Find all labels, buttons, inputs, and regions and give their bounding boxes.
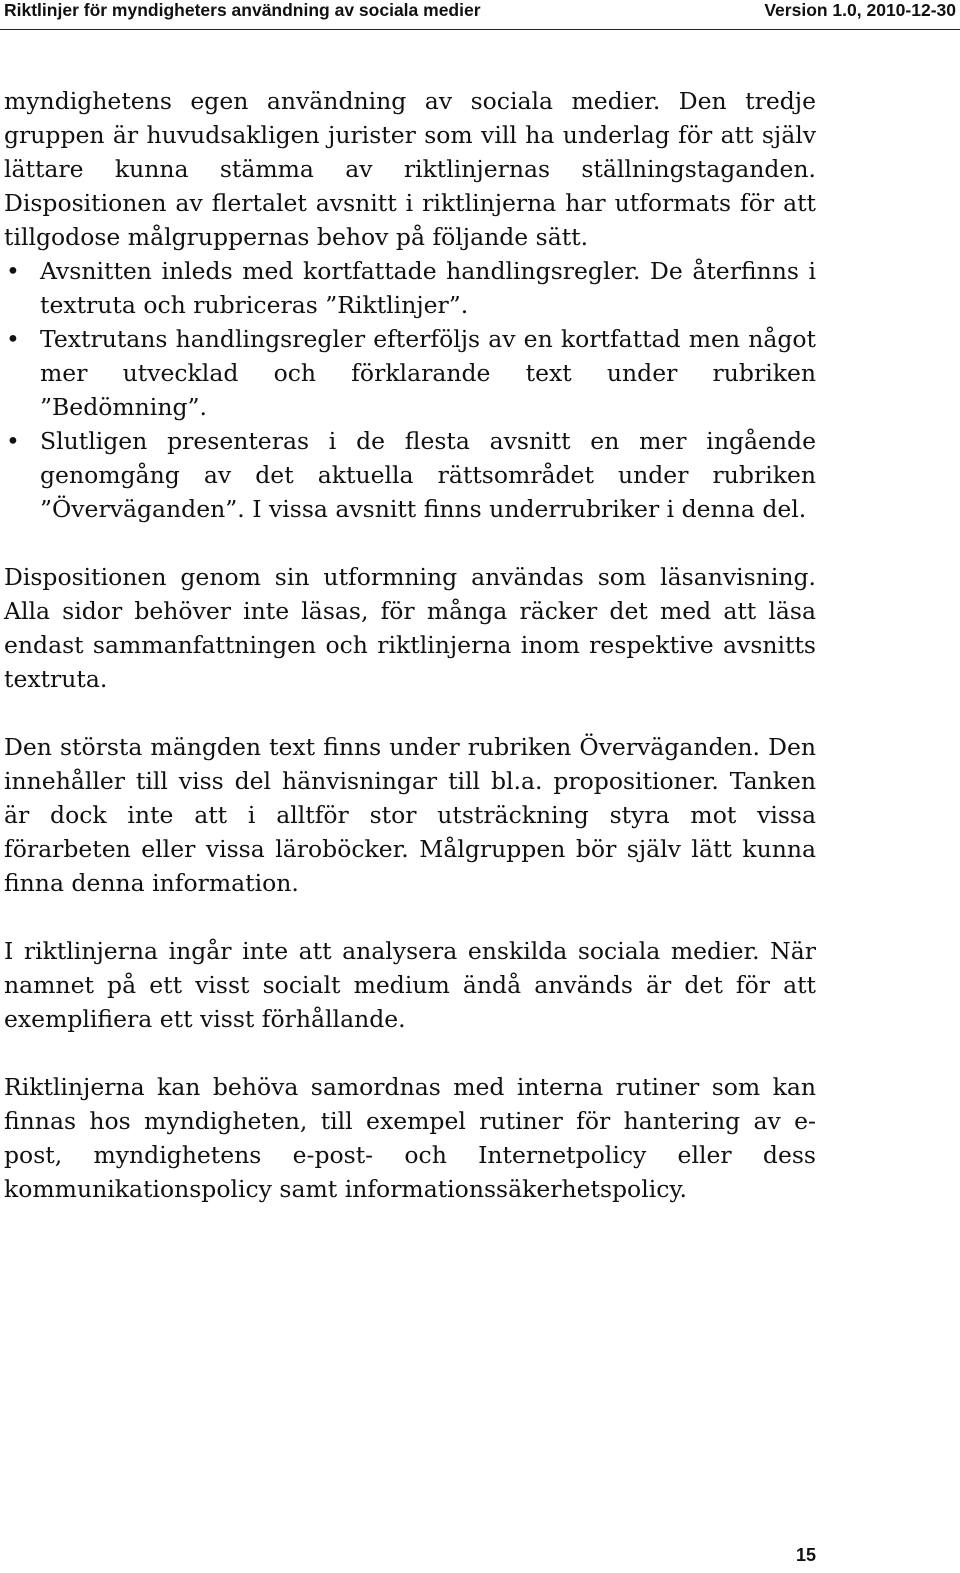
bullet-icon: •	[6, 325, 20, 353]
scope-paragraph: I riktlinjerna ingår inte att analysera enskilda sociala medier. När namnet på ett visst socialt medium ändå används är det för att exemplifiera ett visst förhållande.	[4, 937, 816, 1033]
intro-paragraph: myndighetens egen användning av sociala medier. Den tredje gruppen är huvudsakligen jurister som vill ha underlag för att själv lättare kunna stämma av riktlinjernas ställningstaganden. Dispositionen av flertalet avsnitt i riktlinjerna har utformats för att tillgodose målgruppernas behov på följande sätt.	[4, 87, 816, 251]
bullet-icon: •	[6, 257, 20, 285]
list-item	[4, 322, 816, 424]
list-item-text: Avsnitten inleds med kortfattade handlingsregler. De återfinns i textruta och rubriceras ”Riktlinjer”.	[40, 257, 816, 319]
paragraph-spacer	[4, 900, 816, 934]
paragraph-spacer	[4, 1036, 816, 1070]
considerations-paragraph: Den största mängden text finns under rubriken Överväganden. Den innehåller till viss del hänvisningar till bl.a. propositioner. Tanken är dock inte att i alltför stor utsträckning styra mot vissa förarbeten eller vissa läroböcker. Målgruppen bör själv lätt kunna finna denna information.	[4, 733, 816, 897]
list-item-text: Slutligen presenteras i de flesta avsnitt en mer ingående genomgång av det aktuella rättsområdet under rubriken ”Överväganden”. I vissa avsnitt finns underrubriker i denna del.	[40, 427, 816, 523]
list-item	[4, 424, 816, 526]
document-title: Riktlinjer för myndigheters användning av sociala medier	[4, 0, 481, 20]
reading-guide-paragraph: Dispositionen genom sin utformning användas som läsanvisning. Alla sidor behöver inte läsas, för många räcker det med att läsa endast sammanfattningen och riktlinjerna inom respektive avsnitts textruta.	[4, 563, 816, 693]
disposition-list	[4, 254, 816, 526]
paragraph-spacer	[4, 696, 816, 730]
page-header	[0, 0, 960, 30]
header-divider	[0, 29, 960, 30]
coordination-paragraph: Riktlinjerna kan behöva samordnas med interna rutiner som kan finnas hos myndigheten, till exempel rutiner för hantering av e-post, myndighetens e-post- och Internetpolicy eller dess kommunikationspolicy samt informationssäkerhetspolicy.	[4, 1073, 816, 1203]
bullet-icon: •	[6, 427, 20, 455]
document-version: Version 1.0, 2010-12-30	[764, 0, 956, 20]
page-number: 15	[795, 1545, 816, 1565]
list-item-text: Textrutans handlingsregler efterföljs av en kortfattad men något mer utvecklad och förklarande text under rubriken ”Bedömning”.	[40, 325, 816, 421]
list-item	[4, 254, 816, 322]
document-body	[4, 84, 816, 1206]
paragraph-spacer	[4, 526, 816, 560]
